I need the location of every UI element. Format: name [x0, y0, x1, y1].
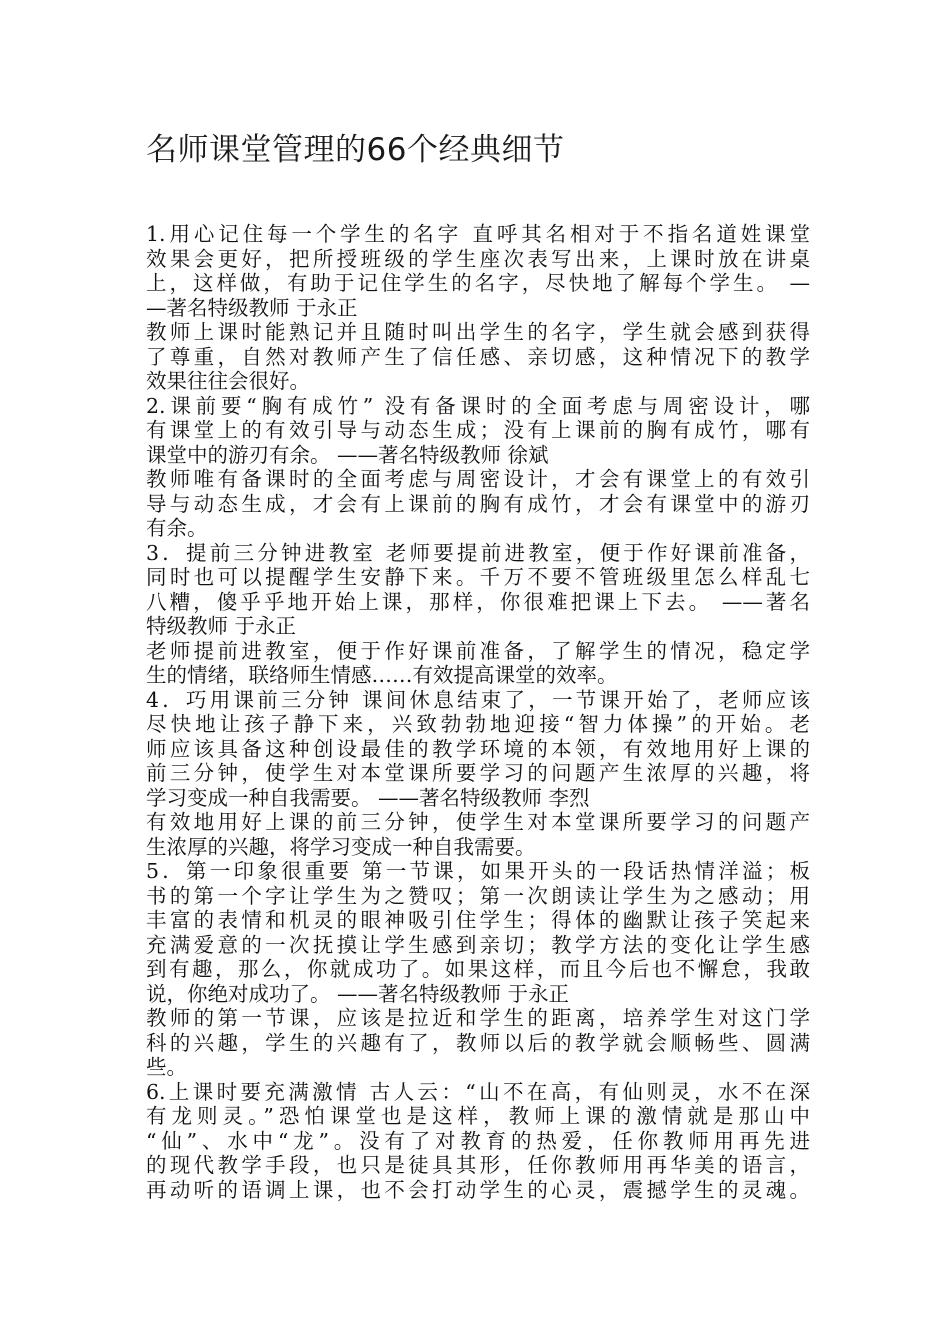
- text-line: 师应该具备这种创设最佳的教学环境的本领，有效地用好上课的: [146, 736, 810, 761]
- text-line: 教师上课时能熟记并且随时叫出学生的名字，学生就会感到获得: [146, 320, 810, 344]
- text-line: 丰富的表情和机灵的眼神吸引住学生；得体的幽默让孩子笑起来: [146, 908, 810, 932]
- text-line: 说，你绝对成功了。 ——著名特级教师 于永正: [146, 981, 570, 1006]
- text-line: 教师唯有备课时的全面考虑与周密设计，才会有课堂上的有效引: [146, 467, 810, 491]
- text-line: 尽快地让孩子静下来，兴致勃勃地迎接“智力体操”的开始。老: [146, 712, 810, 736]
- text-line: 上，这样做，有助于记住学生的名字，尽快地了解每个学生。 —: [146, 271, 810, 295]
- text-line: “仙”、水中“龙”。没有了对教育的热爱，任你教师用再先进: [146, 1128, 810, 1153]
- text-line: 再动听的语调上课，也不会打动学生的心灵，震撼学生的灵魂。: [146, 1177, 810, 1202]
- text-line: 老师提前进教室，便于作好课前准备，了解学生的情况，稳定学: [146, 638, 810, 663]
- text-line: 同时也可以提醒学生安静下来。千万不要不管班级里怎么样乱七: [146, 565, 810, 589]
- text-line: 书的第一个字让学生为之赞叹；第一次朗读让学生为之感动；用: [146, 883, 810, 908]
- text-line: 学习变成一种自我需要。 ——著名特级教师 李烈: [146, 785, 590, 810]
- text-line: 2.课前要“胸有成竹” 没有备课时的全面考虑与周密设计，哪: [146, 393, 810, 418]
- text-line: 导与动态生成，才会有上课前的胸有成竹，才会有课堂中的游刃: [146, 491, 810, 516]
- text-line: 有效地用好上课的前三分钟，使学生对本堂课所要学习的问题产: [146, 810, 810, 834]
- text-line: 些。: [146, 1055, 187, 1079]
- text-line: 八糟，傻乎乎地开始上课，那样，你很难把课上下去。 ——著名: [146, 589, 810, 614]
- text-line: 到有趣，那么，你就成功了。如果这样，而且今后也不懈怠，我敢: [146, 957, 810, 981]
- text-line: 4．巧用课前三分钟 课间休息结束了，一节课开始了，老师应该: [146, 687, 810, 712]
- text-line: 特级教师 于永正: [146, 614, 297, 638]
- text-line: 1.用心记住每一个学生的名字 直呼其名相对于不指名道姓课堂: [146, 222, 810, 246]
- text-line: —著名特级教师 于永正: [146, 295, 358, 320]
- text-line: 教师的第一节课，应该是拉近和学生的距离，培养学生对这门学: [146, 1006, 810, 1030]
- text-line: 有余。: [146, 516, 208, 540]
- text-line: 生的情绪，联络师生情感……有效提高课堂的效率。: [146, 663, 618, 687]
- document-body: [146, 222, 810, 1202]
- text-line: 6.上课时要充满激情 古人云：“山不在高，有仙则灵，水不在深: [146, 1079, 810, 1104]
- text-line: 5．第一印象很重要 第一节课，如果开头的一段话热情洋溢；板: [146, 859, 810, 883]
- text-line: 有课堂上的有效引导与动态生成；没有上课前的胸有成竹，哪有: [146, 418, 810, 442]
- text-line: 科的兴趣，学生的兴趣有了，教师以后的教学就会顺畅些、圆满: [146, 1030, 810, 1055]
- text-line: 的现代教学手段，也只是徒具其形，任你教师用再华美的语言，: [146, 1153, 810, 1177]
- text-line: 效果往往会很好。: [146, 369, 310, 393]
- text-line: 前三分钟，使学生对本堂课所要学习的问题产生浓厚的兴趣，将: [146, 761, 810, 785]
- text-line: 有龙则灵。”恐怕课堂也是这样，教师上课的激情就是那山中: [146, 1104, 810, 1128]
- text-line: 效果会更好，把所授班级的学生座次表写出来，上课时放在讲桌: [146, 246, 810, 271]
- text-line: 生浓厚的兴趣，将学习变成一种自我需要。: [146, 834, 536, 859]
- text-line: 充满爱意的一次抚摸让学生感到亲切；教学方法的变化让学生感: [146, 932, 810, 957]
- text-line: 3．提前三分钟进教室 老师要提前进教室，便于作好课前准备，: [146, 540, 810, 565]
- page-title: 名师课堂管理的66个经典细节: [146, 132, 565, 168]
- text-line: 课堂中的游刃有余。 ——著名特级教师 徐斌: [146, 442, 549, 467]
- text-line: 了尊重，自然对教师产生了信任感、亲切感，这种情况下的教学: [146, 344, 810, 369]
